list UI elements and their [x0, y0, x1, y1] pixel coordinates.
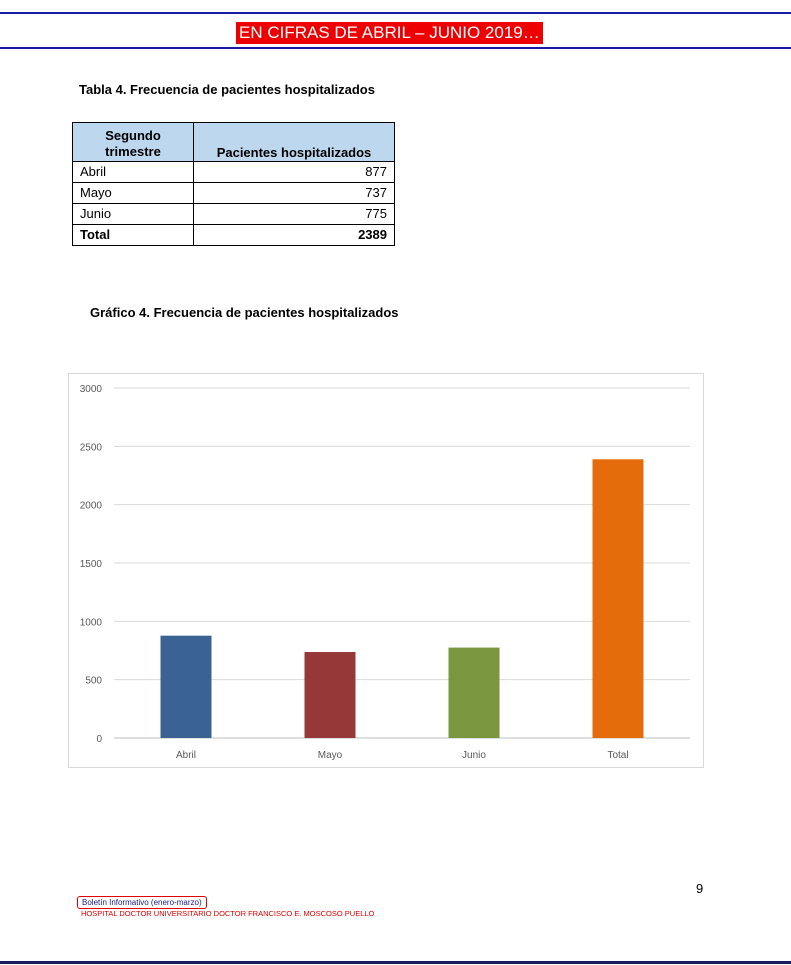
- chart-canvas: [69, 374, 703, 767]
- x-tick-label: Mayo: [317, 750, 343, 761]
- y-tick-label: 2500: [79, 442, 102, 454]
- x-tick-label: Junio: [462, 750, 486, 761]
- header-banner: EN CIFRAS DE ABRIL – JUNIO 2019…: [236, 22, 543, 44]
- bulletin-label: Boletín Informativo (enero-marzo): [77, 896, 207, 909]
- y-tick-label: 1500: [79, 559, 102, 570]
- table-total-row: [73, 225, 395, 246]
- frequency-table: [72, 122, 395, 246]
- bar-chart: [68, 373, 704, 768]
- header-rule-top: [0, 12, 791, 14]
- x-tick-label: Total: [607, 750, 629, 761]
- y-tick-label: 0: [96, 734, 102, 745]
- row-label: Abril: [73, 162, 194, 183]
- table-header-row: [73, 123, 395, 162]
- row-value: 737: [194, 183, 395, 204]
- x-tick-label: Abril: [175, 750, 197, 761]
- table-row: [73, 204, 395, 225]
- bar: [449, 648, 500, 738]
- y-tick-label: 3000: [79, 384, 102, 395]
- row-label: Mayo: [73, 183, 194, 204]
- y-tick-label: 1000: [79, 617, 102, 629]
- column-header-quarter: Segundo trimestre: [73, 123, 194, 162]
- row-label: Junio: [73, 204, 194, 225]
- bar: [305, 652, 356, 738]
- chart-title: Gráfico 4. Frecuencia de pacientes hospitalizados: [90, 305, 399, 320]
- column-header-patients: Pacientes hospitalizados: [194, 123, 395, 162]
- bar: [161, 636, 212, 738]
- y-tick-label: 500: [85, 675, 102, 687]
- row-value: 877: [194, 162, 395, 183]
- footer-rule: [0, 961, 791, 964]
- bar: [593, 459, 644, 738]
- header-rule-bottom: [0, 47, 791, 49]
- table-row: [73, 183, 395, 204]
- hospital-name: HOSPITAL DOCTOR UNIVERSITARIO DOCTOR FRANCISCO E. MOSCOSO PUELLO: [81, 909, 375, 918]
- total-value: 2389: [194, 225, 395, 246]
- table-title: Tabla 4. Frecuencia de pacientes hospitalizados: [79, 82, 375, 97]
- page-number: 9: [696, 881, 704, 896]
- total-label: Total: [73, 225, 194, 246]
- row-value: 775: [194, 204, 395, 225]
- table-row: [73, 162, 395, 183]
- y-tick-label: 2000: [79, 500, 102, 512]
